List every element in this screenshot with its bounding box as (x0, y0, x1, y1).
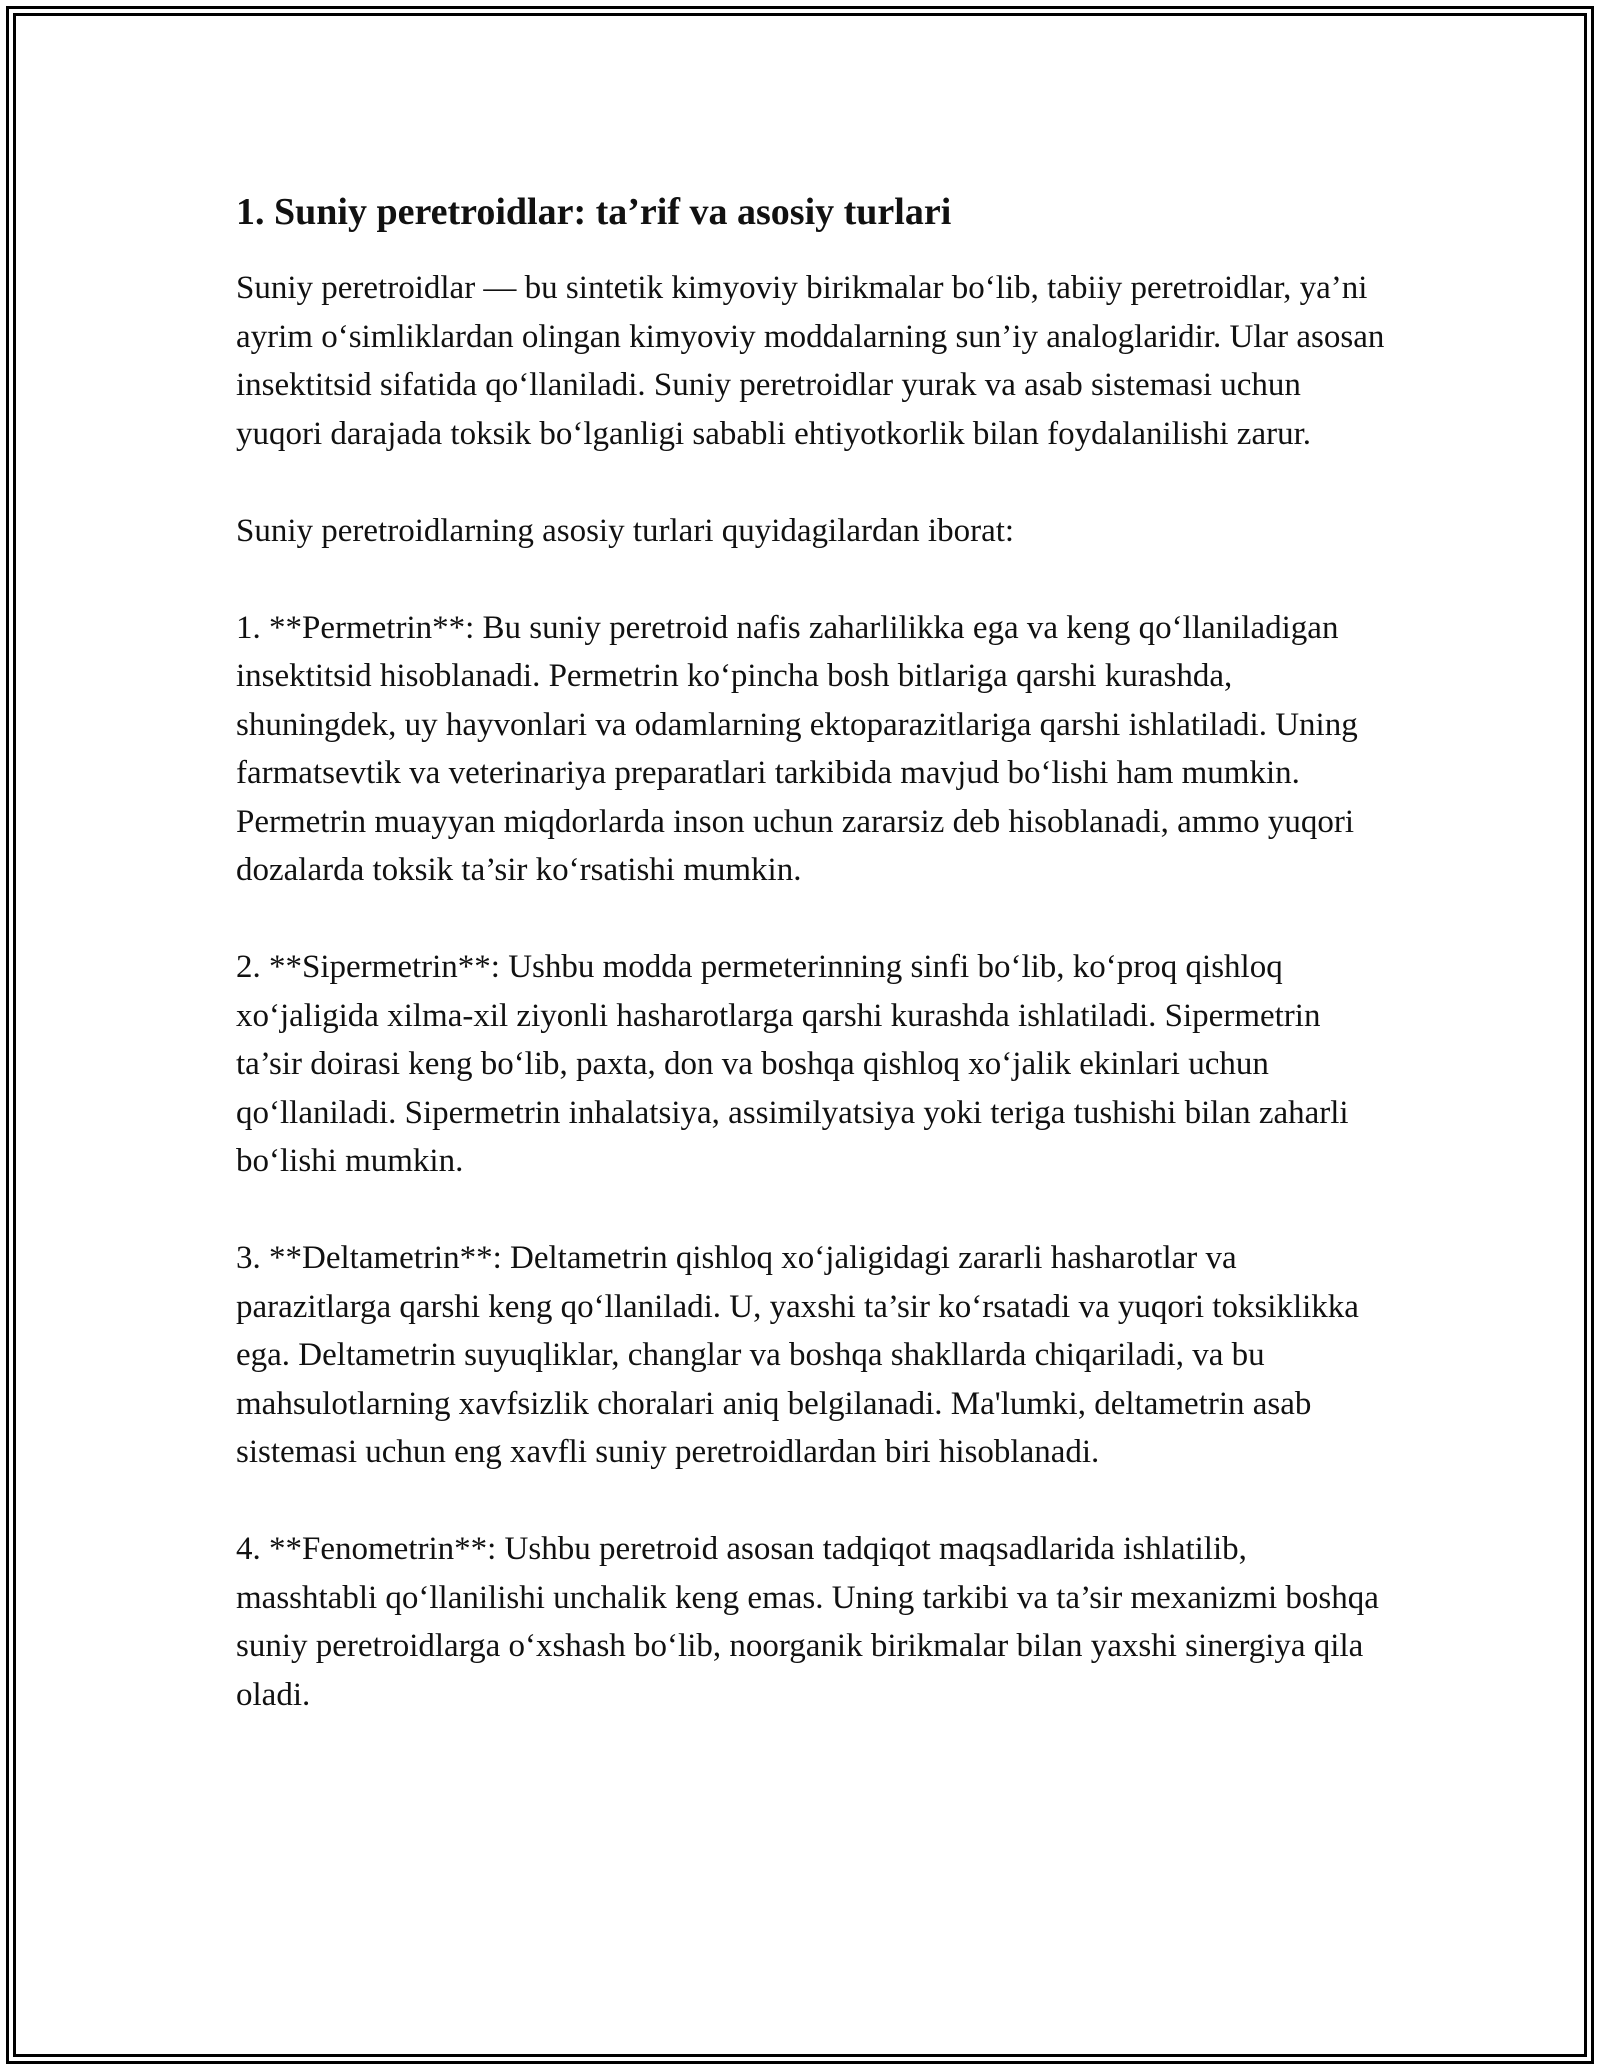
document-body (236, 188, 1386, 1719)
paragraph-permetrin: 1. **Permetrin**: Bu suniy peretroid nafis zaharlilikka ega va keng qo‘llaniladigan insektitsid hisoblanadi. Permetrin ko‘pincha bosh bitlariga qarshi kurashda, shuningdek, uy hayvonlari va odamlarning ektoparazitlariga qarshi ishlatiladi. Uning farmatsevtik va veterinariya preparatlari tarkibida mavjud bo‘lishi ham mumkin. Permetrin muayyan miqdorlarda inson uchun zararsiz deb hisoblanadi, ammo yuqori dozalarda toksik ta’sir ko‘rsatishi mumkin. (236, 609, 1358, 888)
paragraph-types-intro: Suniy peretroidlarning asosiy turlari quyidagilardan iborat: (236, 512, 1015, 549)
paragraph-sipermetrin: 2. **Sipermetrin**: Ushbu modda permeterinning sinfi bo‘lib, ko‘proq qishloq xo‘jaligida xilma-xil ziyonli hasharotlarga qarshi kurashda ishlatiladi. Sipermetrin ta’sir doirasi keng bo‘lib, paxta, don va boshqa qishloq xo‘jalik ekinlari uchun qo‘llaniladi. Sipermetrin inhalatsiya, assimilyatsiya yoki teriga tushishi bilan zaharli bo‘lishi mumkin. (236, 949, 1349, 1179)
section-heading: 1. Suniy peretroidlar: ta’rif va asosiy turlari (236, 191, 952, 233)
paragraph-definition: Suniy peretroidlar — bu sintetik kimyoviy birikmalar bo‘lib, tabiiy peretroidlar, ya’ni ayrim o‘simliklardan olingan kimyoviy moddalarning sun’iy analoglaridir. Ular asosan insektitsid sifatida qo‘llaniladi. Suniy peretroidlar yurak va asab sistemasi uchun yuqori darajada toksik bo‘lganligi sababli ehtiyotkorlik bilan foydalanilishi zarur. (236, 270, 1385, 452)
paragraph-deltametrin: 3. **Deltametrin**: Deltametrin qishloq xo‘jaligidagi zararli hasharotlar va parazitlarga qarshi keng qo‘llaniladi. U, yaxshi ta’sir ko‘rsatadi va yuqori toksiklikka ega. Deltametrin suyuqliklar, changlar va boshqa shakllarda chiqariladi, va bu mahsulotlarning xavfsizlik choralari aniq belgilanadi. Ma'lumki, deltametrin asab sistemasi uchun eng xavfli suniy peretroidlardan biri hisoblanadi. (236, 1240, 1359, 1470)
paragraph-fenometrin: 4. **Fenometrin**: Ushbu peretroid asosan tadqiqot maqsadlarida ishlatilib, masshtabli qo‘llanilishi unchalik keng emas. Uning tarkibi va ta’sir mexanizmi boshqa suniy peretroidlarga o‘xshash bo‘lib, noorganik birikmalar bilan yaxshi sinergiya qila oladi. (236, 1531, 1379, 1713)
